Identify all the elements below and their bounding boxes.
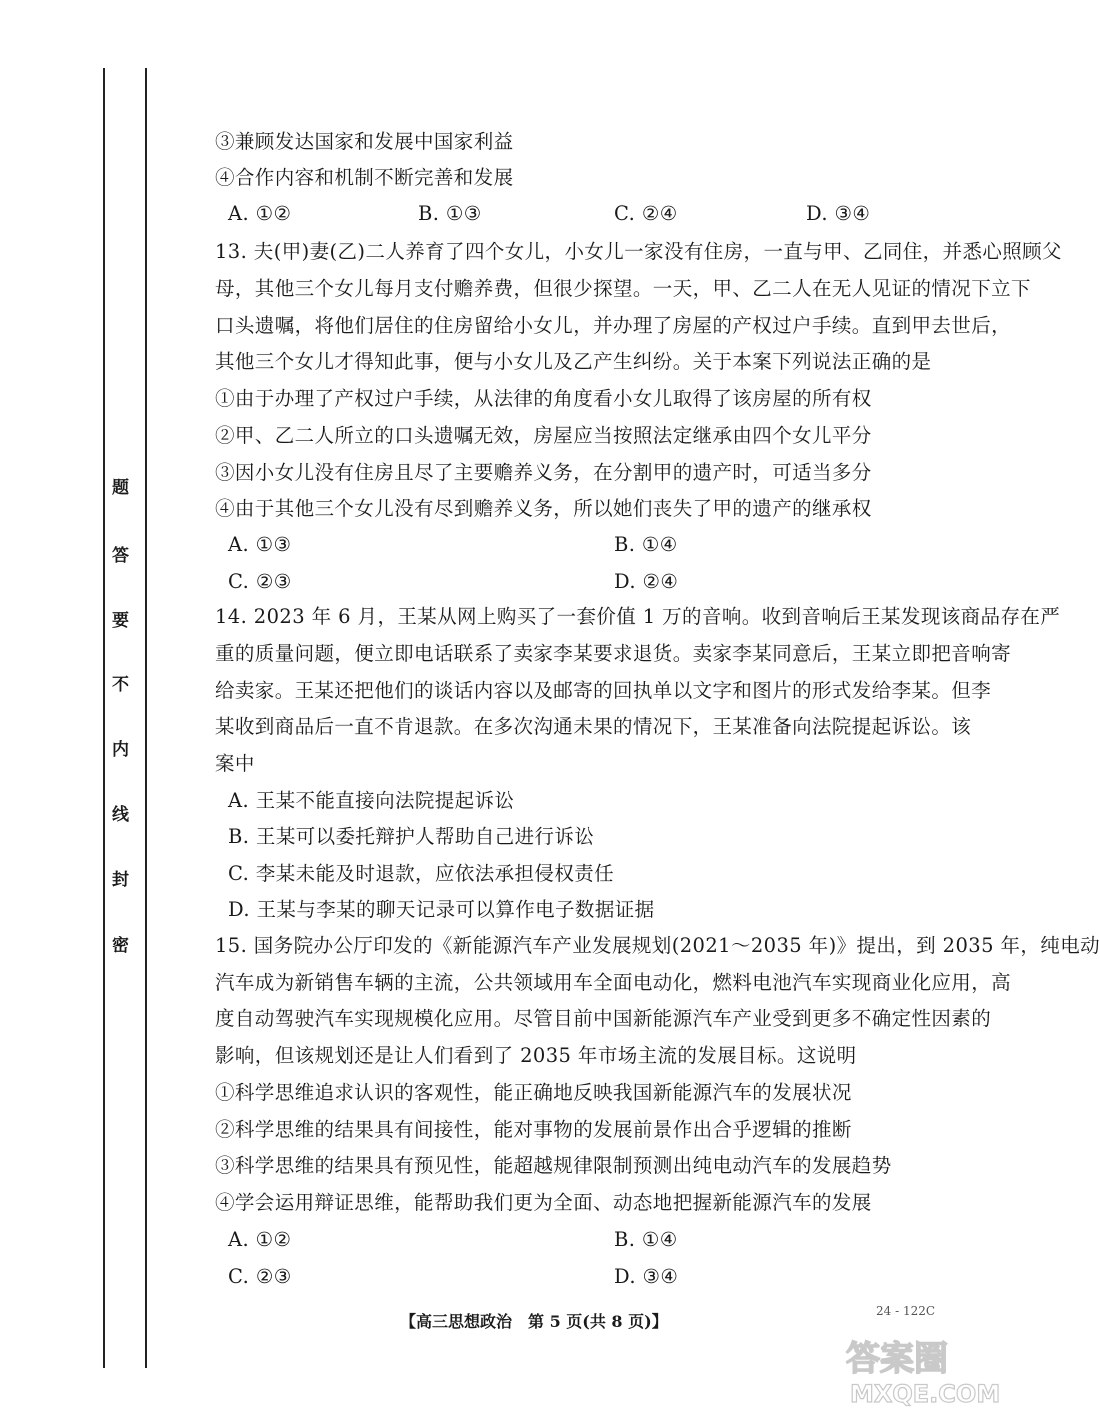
q14-stem-line: 案中: [215, 752, 255, 775]
watermark-url: MXQE.COM: [850, 1380, 1001, 1408]
binding-char: 不: [112, 675, 129, 695]
q12-item: ④合作内容和机制不断完善和发展: [215, 166, 514, 189]
q15-stem-line: 影响，但该规划还是让人们看到了 2035 年市场主流的发展目标。这说明: [215, 1044, 857, 1067]
q13-stem-line: 其他三个女儿才得知此事，便与小女儿及乙产生纠纷。关于本案下列说法正确的是: [215, 350, 932, 373]
q13-item: ②甲、乙二人所立的口头遗嘱无效，房屋应当按照法定继承由四个女儿平分: [215, 424, 872, 447]
q13-item: ④由于其他三个女儿没有尽到赡养义务，所以她们丧失了甲的遗产的继承权: [215, 497, 872, 520]
q14-stem-line: 重的质量问题，便立即电话联系了卖家李某要求退货。卖家李某同意后，王某立即把音响寄: [215, 642, 1012, 665]
q13-stem-line: 13. 夫(甲)妻(乙)二人养育了四个女儿，小女儿一家没有住房，一直与甲、乙同住，并悉心照顾父: [215, 240, 1062, 263]
q14-stem-line: 某收到商品后一直不肯退款。在多次沟通未果的情况下，王某准备向法院提起诉讼。该: [215, 715, 972, 738]
q15-option-c: C. ②③: [228, 1265, 292, 1288]
q15-stem-line: 度自动驾驶汽车实现规模化应用。尽管目前中国新能源汽车产业受到更多不确定性因素的: [215, 1007, 992, 1030]
watermark-text: 答案圈: [846, 1339, 948, 1379]
q13-item: ①由于办理了产权过户手续，从法律的角度看小女儿取得了该房屋的所有权: [215, 387, 872, 410]
q15-item: ②科学思维的结果具有间接性，能对事物的发展前景作出合乎逻辑的推断: [215, 1118, 852, 1141]
q12-option-d: D. ③④: [806, 202, 871, 225]
q14-option-a: A. 王某不能直接向法院提起诉讼: [228, 789, 515, 812]
q15-item: ③科学思维的结果具有预见性，能超越规律限制预测出纯电动汽车的发展趋势: [215, 1154, 892, 1177]
binding-char: 线: [112, 805, 129, 825]
q15-stem-line: 汽车成为新销售车辆的主流，公共领域用车全面电动化，燃料电池汽车实现商业化应用，高: [215, 971, 1012, 994]
q12-option-c: C. ②④: [614, 202, 678, 225]
page-footer: 【高三思想政治 第 5 页(共 8 页)】: [400, 1312, 668, 1331]
q15-option-b: B. ①④: [614, 1228, 678, 1251]
q13-stem-line: 母，其他三个女儿每月支付赡养费，但很少探望。一天，甲、乙二人在无人见证的情况下立下: [215, 277, 1031, 300]
q13-option-b: B. ①④: [614, 533, 678, 556]
binding-char: 答: [112, 546, 129, 566]
binding-line-left: [103, 68, 105, 1368]
q14-stem-line: 14. 2023 年 6 月，王某从网上购买了一套价值 1 万的音响。收到音响后王某发现该商品存在严: [215, 605, 1061, 628]
binding-char: 封: [112, 870, 129, 890]
q12-option-b: B. ①③: [418, 202, 482, 225]
watermark-logo: [838, 1330, 1001, 1410]
q14-option-b: B. 王某可以委托辩护人帮助自己进行诉讼: [228, 825, 595, 848]
q15-option-a: A. ①②: [228, 1228, 292, 1251]
q15-item: ④学会运用辩证思维，能帮助我们更为全面、动态地把握新能源汽车的发展: [215, 1191, 872, 1214]
binding-char: 题: [112, 478, 129, 498]
binding-char: 内: [112, 740, 129, 760]
binding-char: 要: [112, 611, 129, 631]
q15-option-d: D. ③④: [614, 1265, 679, 1288]
q13-option-c: C. ②③: [228, 570, 292, 593]
q15-stem-line: 15. 国务院办公厅印发的《新能源汽车产业发展规划(2021～2035 年)》提出，到 2035 年，纯电动: [215, 934, 1100, 957]
q12-item: ③兼顾发达国家和发展中国家利益: [215, 130, 514, 153]
binding-line-right: [145, 68, 147, 1368]
q14-option-d: D. 王某与李某的聊天记录可以算作电子数据证据: [228, 898, 655, 921]
q14-option-c: C. 李某未能及时退款，应依法承担侵权责任: [228, 862, 615, 885]
q13-stem-line: 口头遗嘱，将他们居住的住房留给小女儿，并办理了房屋的产权过户手续。直到甲去世后，: [215, 314, 1012, 337]
binding-char: 密: [112, 936, 129, 956]
paper-code: 24 - 122C: [876, 1304, 936, 1318]
q14-stem-line: 给卖家。王某还把他们的谈话内容以及邮寄的回执单以文字和图片的形式发给李某。但李: [215, 679, 992, 702]
q12-option-a: A. ①②: [228, 202, 292, 225]
q13-option-d: D. ②④: [614, 570, 679, 593]
q13-option-a: A. ①③: [228, 533, 292, 556]
q13-item: ③因小女儿没有住房且尽了主要赡养义务，在分割甲的遗产时，可适当多分: [215, 461, 872, 484]
q15-item: ①科学思维追求认识的客观性，能正确地反映我国新能源汽车的发展状况: [215, 1081, 852, 1104]
